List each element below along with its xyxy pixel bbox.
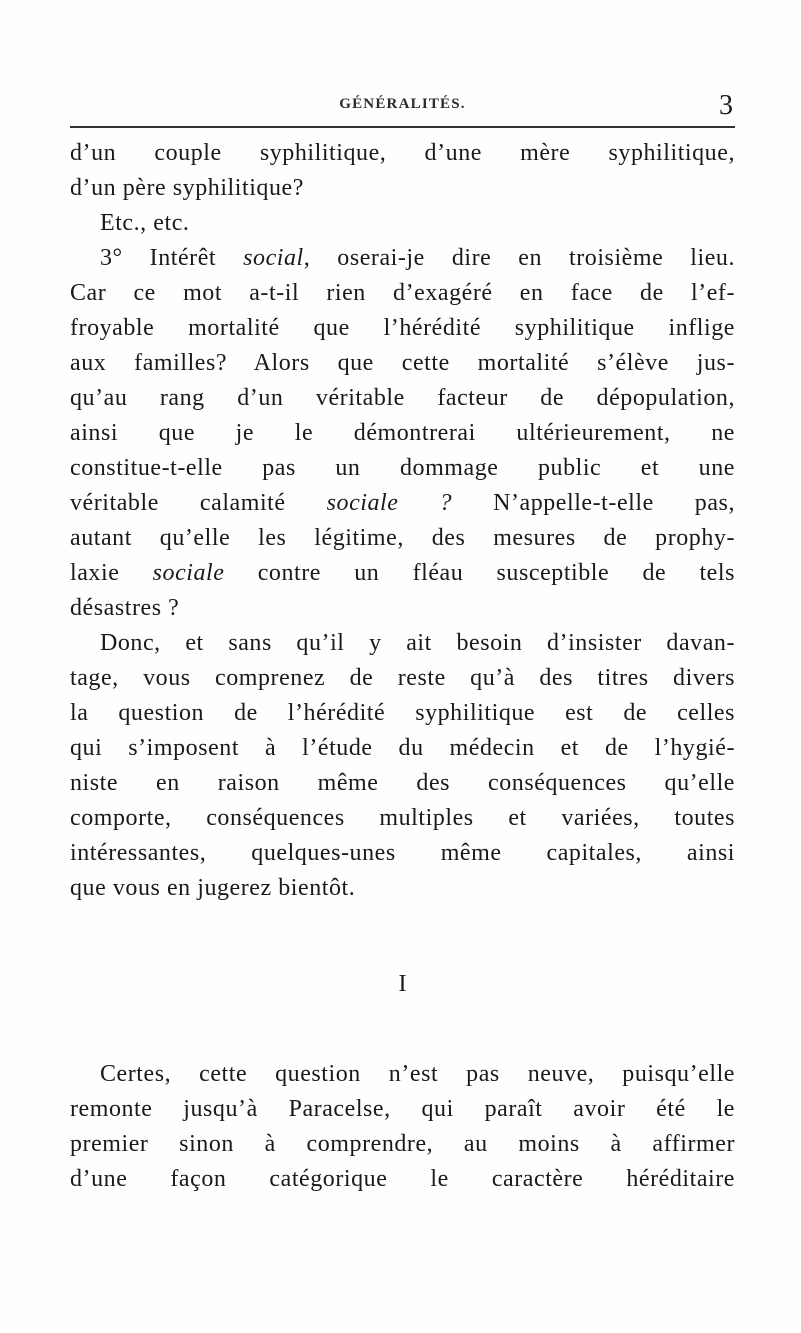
text-line: qu’au rang d’un véritable facteur de dépopulation, [70,385,735,411]
text-line: d’une façon catégorique le caractère héréditaire [70,1166,735,1192]
text-line: la question de l’hérédité syphilitique est de celles [70,700,735,726]
italic-run: sociale [152,560,225,586]
italic-run: social [243,245,304,271]
text-line: qui s’imposent à l’étude du médecin et de l’hygié- [70,735,735,761]
header-rule [70,126,735,128]
text-line: d’un couple syphilitique, d’une mère syphilitique, [70,140,735,166]
text-line: désastres ? [70,595,180,621]
italic-run: sociale ? [326,490,453,516]
text-line: froyable mortalité que l’hérédité syphilitique inflige [70,315,735,341]
text-line: premier sinon à comprendre, au moins à affirmer [70,1131,735,1157]
text-line: intéressantes, quelques-unes même capitales, ainsi [70,840,735,866]
running-head: GÉNÉRALITÉS. [339,96,466,112]
text-line: tage, vous comprenez de reste qu’à des titres divers [70,665,735,691]
text-line: Certes, cette question n’est pas neuve, puisqu’elle [100,1061,735,1087]
text-line: remonte jusqu’à Paracelse, qui paraît avoir été le [70,1096,735,1122]
page-number: 3 [719,90,733,121]
text-line: Car ce mot a-t-il rien d’exagéré en face de l’ef- [70,280,735,306]
text-line: Donc, et sans qu’il y ait besoin d’insister davan- [100,630,735,656]
spacer [70,906,735,967]
text-line: constitue-t-elle pas un dommage public et une [70,455,735,481]
text-run: laxie [70,560,153,586]
text-run: , oserai-je dire en troisième lieu. [303,245,735,271]
text-line: niste en raison même des conséquences qu’elle [70,770,735,796]
spacer [70,1002,735,1057]
text-line [70,486,735,521]
text-line: comporte, conséquences multiples et variées, toutes [70,805,735,831]
text-run: N’appelle-t-elle pas, [452,490,735,516]
text-run: véritable calamité [70,490,327,516]
text-line: d’un père syphilitique? [70,175,304,201]
text-line [70,241,735,276]
body-text [70,136,735,1197]
text-run: contre un fléau susceptible de tels [224,560,735,586]
text-line: que vous en jugerez bientôt. [70,875,356,901]
text-line [70,556,735,591]
section-heading: I [398,971,407,997]
text-line: autant qu’elle les légitime, des mesures de prophy- [70,525,735,551]
text-line: aux familles? Alors que cette mortalité s’élève jus- [70,350,735,376]
text-line: Etc., etc. [100,210,190,236]
text-run: 3° Intérêt [100,245,244,271]
text-line: ainsi que je le démontrerai ultérieurement, ne [70,420,735,446]
